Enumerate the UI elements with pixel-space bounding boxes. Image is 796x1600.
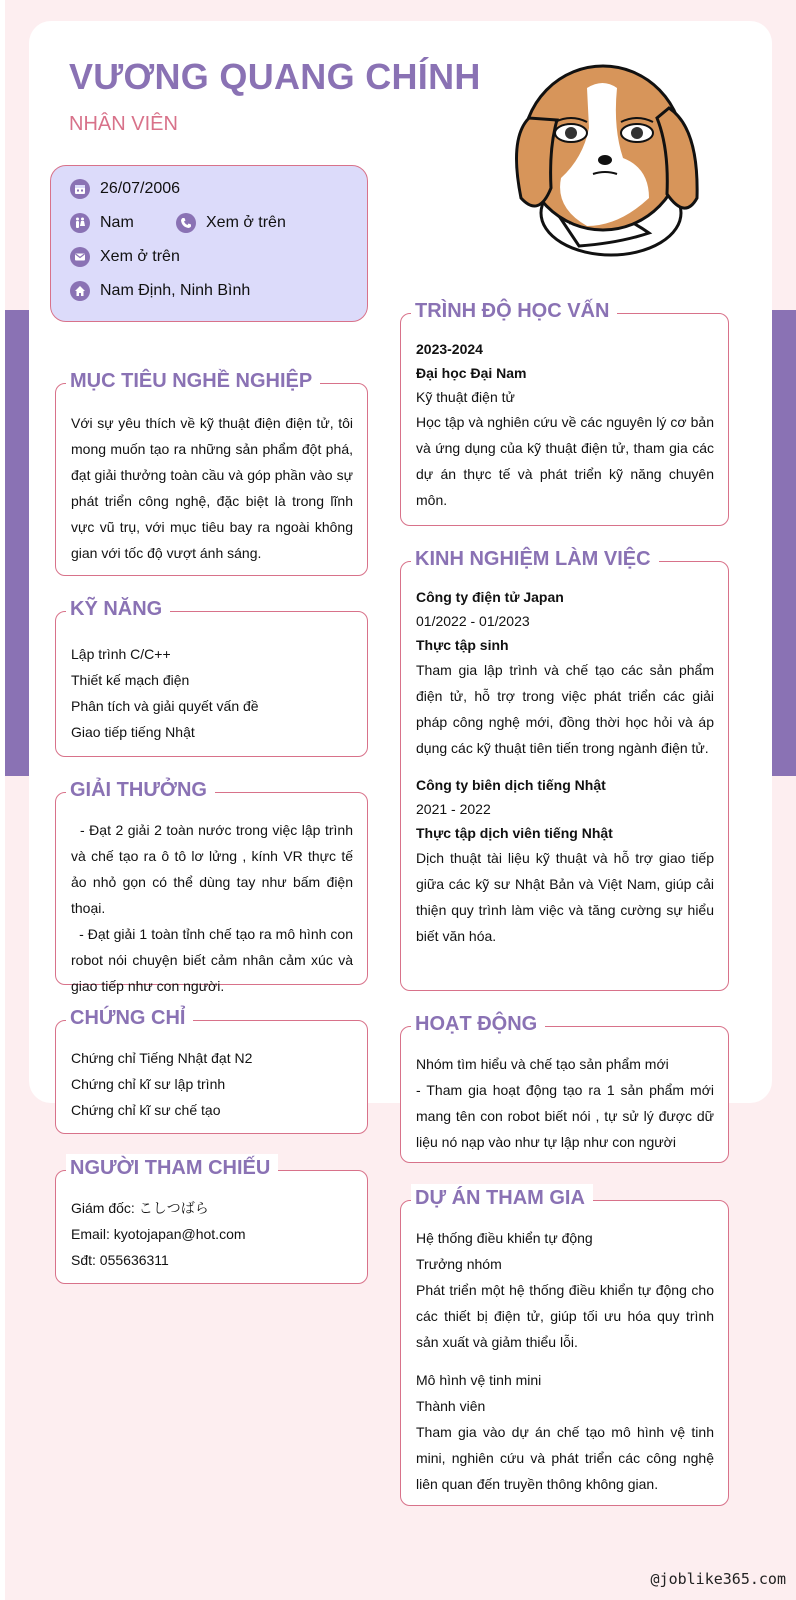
contact-email — [70, 247, 180, 267]
birthday-text: 26/07/2006 — [100, 180, 181, 197]
references-title: NGƯỜI THAM CHIẾU — [66, 1154, 278, 1182]
phone-icon — [176, 213, 196, 233]
skills-title: KỸ NĂNG — [66, 595, 170, 623]
skills-list — [71, 641, 353, 745]
project-description: Phát triển một hệ thống điều khiển tự động cho các thiết bị điện tử, giúp tối ưu hóa quy trình sản xuất và giảm thiểu lỗi. — [416, 1282, 714, 1350]
experience-position: Thực tập sinh — [416, 637, 509, 653]
project-name: Hệ thống điều khiển tự động — [416, 1230, 593, 1246]
activities-body — [416, 1051, 714, 1155]
phone-text: Xem ở trên — [206, 214, 286, 231]
education-major: Kỹ thuật điện tử — [416, 389, 515, 405]
award-item: - Đạt 2 giải 2 toàn nước trong việc lập trình và chế tạo ra ô tô lơ lửng , kính VR thực tế ảo nhỏ gọn có thể dùng tay như bấm điện thoại. — [71, 822, 357, 916]
projects-section — [400, 1187, 729, 1506]
candidate-role: NHÂN VIÊN — [69, 113, 178, 135]
project-description: Tham gia vào dự án chế tạo mô hình vệ tinh mini, nghiên cứu và phát triển các công nghệ liên quan đến truyền thông không gian. — [416, 1424, 714, 1492]
experience-description: Dịch thuật tài liệu kỹ thuật và hỗ trợ giao tiếp giữa các kỹ sư Nhật Bản và Việt Nam, giúp cải thiện quy trình làm việc và tăng cường sự hiểu biết văn hóa. — [416, 850, 714, 944]
reference-item: Giám đốc: こしつばら — [71, 1200, 209, 1216]
contact-phone — [176, 213, 286, 233]
experience-item — [416, 585, 714, 761]
project-item — [416, 1367, 714, 1497]
objective-title: MỤC TIÊU NGHỀ NGHIỆP — [66, 367, 320, 395]
skill-item: Lập trình C/C++ — [71, 646, 171, 662]
education-body — [416, 337, 714, 513]
activities-section — [400, 1013, 729, 1163]
education-description: Học tập và nghiên cứu về các nguyên lý cơ bản và ứng dụng của kỹ thuật điện tử, tham gia các dự án thực tế và phát triển kỹ năng chuyên môn. — [416, 414, 714, 508]
skill-item: Giao tiếp tiếng Nhật — [71, 724, 195, 740]
email-text: Xem ở trên — [100, 248, 180, 265]
certificate-item: Chứng chỉ Tiếng Nhật đạt N2 — [71, 1050, 253, 1066]
experience-list — [416, 585, 714, 949]
project-role: Trưởng nhóm — [416, 1256, 502, 1272]
home-icon — [70, 281, 90, 301]
experience-company: Công ty điện tử Japan — [416, 589, 564, 605]
objective-section — [55, 370, 368, 576]
certificate-item: Chứng chỉ kĩ sư chế tạo — [71, 1102, 221, 1118]
activity-description: - Tham gia hoạt động tạo ra 1 sản phẩm mới mang tên con robot biết nói , tự sử lý được dữ liệu nó nạp vào như tự lập như con người — [416, 1082, 714, 1150]
awards-section — [55, 779, 368, 994]
references-section — [55, 1157, 368, 1284]
contact-gender — [70, 213, 134, 233]
resume-page — [5, 0, 796, 1600]
certificates-title: CHỨNG CHỈ — [66, 1004, 193, 1032]
experience-item — [416, 773, 714, 949]
awards-title: GIẢI THƯỞNG — [66, 776, 215, 804]
right-accent-band — [772, 310, 796, 776]
education-title: TRÌNH ĐỘ HỌC VẤN — [411, 297, 617, 325]
skill-item: Thiết kế mạch điện — [71, 672, 190, 688]
contact-birthday — [70, 179, 180, 199]
education-school: Đại học Đại Nam — [416, 365, 527, 381]
awards-list — [71, 817, 357, 999]
address-text: Nam Định, Ninh Bình — [100, 282, 251, 299]
project-item — [416, 1225, 714, 1355]
experience-title: KINH NGHIỆM LÀM VIỆC — [411, 545, 659, 573]
experience-period: 2021 - 2022 — [416, 801, 491, 817]
certificates-section — [55, 1007, 368, 1134]
watermark: @joblike365.com — [650, 1570, 786, 1588]
reference-item: Sđt: 055636311 — [71, 1252, 169, 1268]
experience-position: Thực tập dịch viên tiếng Nhật — [416, 825, 613, 841]
project-role: Thành viên — [416, 1398, 486, 1414]
experience-period: 01/2022 - 01/2023 — [416, 613, 530, 629]
gender-text: Nam — [100, 214, 134, 231]
candidate-name: VƯƠNG QUANG CHÍNH — [69, 56, 481, 97]
calendar-icon — [70, 179, 90, 199]
project-name: Mô hình vệ tinh mini — [416, 1372, 542, 1388]
experience-company: Công ty biên dịch tiếng Nhật — [416, 777, 606, 793]
skills-section — [55, 598, 368, 757]
certificates-list — [71, 1045, 353, 1123]
activities-title: HOẠT ĐỘNG — [411, 1010, 545, 1038]
experience-section — [400, 548, 729, 991]
activity-group: Nhóm tìm hiểu và chế tạo sản phẩm mới — [416, 1056, 669, 1072]
left-accent-band — [5, 310, 29, 776]
objective-text: Với sự yêu thích về kỹ thuật điện điện tử, tôi mong muốn tạo ra những sản phẩm đột phá, đạt giải thưởng toàn cầu và góp phần vào sự phát triển công nghệ, đặc biệt là trong lĩnh vực vũ trụ, với mục tiêu bay ra ngoài không gian với tốc độ vượt ánh sáng. — [71, 415, 353, 561]
education-section — [400, 300, 729, 526]
gender-icon — [70, 213, 90, 233]
references-list — [71, 1195, 353, 1273]
reference-item: Email: kyotojapan@hot.com — [71, 1226, 246, 1242]
award-item: - Đạt giải 1 toàn tỉnh chế tạo ra mô hình con robot nói chuyện biết cảm nhân cảm xúc và giao tiếp như con người. — [71, 926, 357, 994]
email-icon — [70, 247, 90, 267]
contact-box — [50, 165, 368, 322]
education-period: 2023-2024 — [416, 341, 483, 357]
certificate-item: Chứng chỉ kĩ sư lập trình — [71, 1076, 226, 1092]
experience-description: Tham gia lập trình và chế tạo các sản phẩm điện tử, hỗ trợ trong việc phát triển các giải pháp công nghệ mới, đồng thời học hỏi và áp dụng các kỹ thuật tiên tiến trong ngành điện tử. — [416, 662, 714, 756]
avatar — [499, 48, 713, 258]
contact-address — [70, 281, 250, 301]
skill-item: Phân tích và giải quyết vấn đề — [71, 698, 259, 714]
projects-title: DỰ ÁN THAM GIA — [411, 1184, 593, 1212]
projects-list — [416, 1225, 714, 1497]
